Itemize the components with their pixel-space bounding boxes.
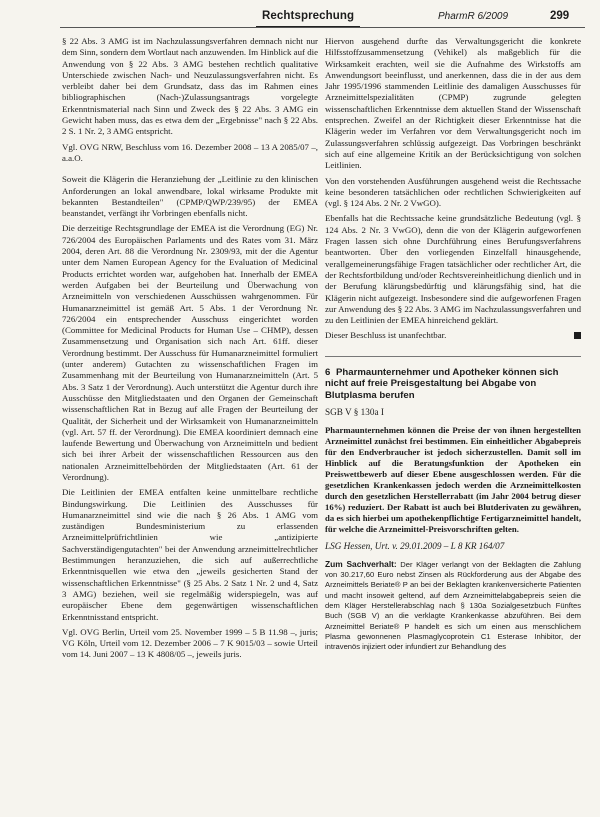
section-label: Rechtsprechung [262, 10, 355, 22]
paragraph: § 22 Abs. 3 AMG ist im Nachzulassungsverfahren demnach nicht nur dem Sinn, sondern dem Wortlaut nach anzuwenden. Im Hinblick auf die Anwendung von § 22 Abs. 3 AMG bestehen rechtlich qualitative Unterschiede zwischen Nach- und Neuzulassungsverfahren nicht. Es verbleibt daher bei dem Grundsatz, dass das im Rahmen eines bibliographischen (Nach-)Zulassungsantrags vorgelegte Erkenntnismaterial nach Sinn und Zweck des § 22 Abs. 3 AMG ein Gewicht haben muss, das es etwa dem der „Ergebnisse" nach § 22 Abs. 2 S. 1 Nr. 2, 3 AMG entspricht. [62, 36, 318, 137]
section-title: Pharmaunternehmer und Apotheker können sich nicht auf freie Preisgestaltung bei Abgabe von Blutplasma berufen [325, 366, 559, 401]
paragraph: Die derzeitige Rechtsgrundlage der EMEA ist die Verordnung (EG) Nr. 726/2004 des Europäischen Parlaments und des Rates vom 31. März 2004, deren Art. 88 die Verordnung Nr. 2309/93, mit der die Agentur unter dem Namen European Agency for the Evaluation of Medicinal Products errichtet worden war, aufgehoben hat. Innerhalb der EMEA werden Aufgaben bei der Beurteilung und Überwachung von Arzneimitteln von verschiedenen Ausschüssen wahrgenommen. Für Humanarzneimittel ist gemäß Art. 5 Abs. 1 der Verordnung Nr. 726/2004 ein entsprechender Ausschuss eingerichtet worden (Committee for Medicinal Products for Human Use – CHMP), dessen Zusammensetzung und Organisation sich nach Art. 61ff. dieser Verordnung bestimmt. Der Ausschuss für Humanarzneimittel formuliert (unter anderem) Gutachten zu wissenschaftlichen Fragen im Zusammenhang mit der Beurteilung von Humanarzneimitteln (Art. 5 Abs. 3 Satz 1 der Verordnung). Auch unterstützt die Agentur durch ihre Ausschüsse den Mitgliedstaaten und den Organen der Gemeinschaft wissenschaftlichen Rat in Bezug auf alle Fragen der Beurteilung der Qualität, der Sicherheit und der Wirksamkeit von Humanarzneimitteln (vgl. Art. 57 ff. der Verordnung). Die EMEA koordiniert demnach eine laufende Bewertung und Überwachung von Arzneimitteln und bedient sich bei ihrer Arbeit der wissenschaftlichen Ressourcen aus den nationalen Arzneimittelbehörden der Mitgliedstaaten (Art. 61 der Verordnung). [62, 223, 318, 482]
section-heading [325, 367, 581, 402]
paragraph: Hiervon ausgehend durfte das Verwaltungsgericht die konkrete Hilfsstoffzusammensetzung (Vehikel) als maßgeblich für die Wirksamkeit erachten, weil sie die Aufnahme des Wirkstoffs am Anwendungsort beeinflusst, und anerkennen, dass die in der aus dem Jahr 1995/1996 stammenden Leitlinie des damaligen Ausschusses für Arzneimittelspezialitäten (CPMP) zugrunde gelegten wissenschaftlichen Erkenntnisse dem aktuellen Stand der Wissenschaft entsprechen. Zweifel an der Richtigkeit dieser Erkenntnisse hat die Klägerin weder im Verfahren vor dem Verwaltungsgericht noch im Zulassungsverfahren schlüssig aufgezeigt. Das Vorbringen beschränkt sich auf eine allgemeine Kritik an der Berücksichtigung von solchen Leitlinien. [325, 36, 581, 171]
page-header [60, 10, 580, 32]
citation: Vgl. OVG NRW, Beschluss vom 16. Dezember 2008 – 13 A 2085/07 –, a.a.O. [62, 141, 318, 163]
statute-reference: SGB V § 130a I [325, 407, 384, 418]
facts-paragraph [325, 559, 581, 653]
closing-text: Dieser Beschluss ist unanfechtbar. [325, 330, 447, 341]
page-number: 299 [550, 10, 570, 22]
facts-heading: Zum Sachverhalt: [325, 558, 397, 569]
closing-paragraph [325, 330, 581, 341]
section-divider [325, 356, 581, 357]
facts-text: Der Kläger verlangt von der Beklagten die Zahlung von 30.217,60 Euro nebst Zinsen als Rückforderung aus der Abgabe des Arzneimittels Beriate® P an bei der Beklagten krankenversicherte Patienten und macht insoweit geltend, auf dem Arzneimittelabgabepreis seien die dem Kläger Herstellerabschlag nach § 130a Sozialgesetzbuch Fünftes Buch (SGB V) an die verklagte Krankenkasse abzuführen. Bei dem Arzneimittel Beriate® P handelt es sich um einen aus menschlichem Plasma gewonnenen Plasmaglycoprotein C1 Esterase Inhibitor, der intravenös injiziert oder infundiert zur Behandlung des [325, 559, 581, 652]
paragraph: Die Leitlinien der EMEA entfalten keine unmittelbare rechtliche Bindungswirkung. Die Leitlinien des Ausschusses für Humanarzneimittel sind wie die nach § 26 Abs. 1 AMG vom zuständigen Bundesministerium zu erlassenden Arzneimittelprüfrichtlinien wie „antizipierte Sachverständigengutachten" bei der Anwendung arzneimittelrechtlicher Bestimmungen heranzuziehen, die sich auf außerrechtliche Erkenntnisquellen wie etwa den „jeweils gesicherten Stand der wissenschaftlichen Erkenntnisse" (§ 25 Abs. 2 Satz 1 Nr. 2 und 4, Satz 3 AMG) beziehen, weil sie regelmäßig widerspiegeln, was auf europäischer Ebene dem gegenwärtigen wissenschaftlichen Erkenntnisstand entspricht. [62, 487, 318, 622]
left-column [62, 36, 318, 665]
paragraph: Ebenfalls hat die Rechtssache keine grundsätzliche Bedeutung (vgl. § 124 Abs. 2 Nr. 3 VwGO), denn die von der Klägerin aufgeworfenen Fragen lassen sich ohne Durchführung eines Berufungsverfahrens beantworten. Über den vorliegenden Einzelfall hinausgehende, verallgemeinerungsfähige Fragen tatsächlicher oder rechtlicher Art, die der Rechtsfortbildung und/oder Rechtsvereinheitlichung dienlich und in der Berufung klärungsbedürftig und klärungsfähig sind, hat die Klägerin nicht aufgezeigt. Insbesondere sind die aufgeworfenen Fragen zur Anwendung des § 22 Abs. 3 AMG im Nachzulassungsverfahren und zu den Leitlinien der EMEA hinreichend geklärt. [325, 213, 581, 326]
court-citation: LSG Hessen, Urt. v. 29.01.2009 – L 8 KR 164/07 [325, 541, 505, 552]
end-of-article-mark [574, 332, 581, 339]
journal-name: PharmR 6/2009 [438, 11, 509, 22]
headnote: Pharmaunternehmen können die Preise der von ihnen hergestellten Arzneimittel zunächst frei bestimmen. Ein einheitlicher Abgabepreis für den Endverbraucher ist jedoch sicherzustellen. Damit soll im Hinblick auf die Beratungsfunktion der Apotheken ein Preiswettbewerb auf dieser Ebene ausgeschlossen werden. Für die gesetzlichen Krankenkassen jedoch werden die Arzneimittelkosten durch den gesetzlichen Herstellerrabatt (im Jahr 2004 betrug dieser 16%) reduziert. Der Rabatt ist auch bei Blutderivaten zu gewähren, da es sich hierbei um apothekenpflichtige Fertigarzneimittel handelt, für welche die Arzneimittel-Preisvorschriften gelten. [325, 424, 581, 535]
citation: Vgl. OVG Berlin, Urteil vom 25. November 1999 – 5 B 11.98 –, juris; VG Köln, Urteil vom 12. Dezember 2006 – 7 K 9015/03 – sowie Urteil vom 14. Juni 2007 – 13 K 4808/05 –, jeweils juris. [62, 626, 318, 660]
paragraph: Von den vorstehenden Ausführungen ausgehend weist die Rechtssache keine besonderen tatsächlichen oder rechtlichen Schwierigkeiten auf (vgl. § 124 Abs. 2 Nr. 2 VwGO). [325, 175, 581, 209]
section-number: 6 [325, 366, 331, 378]
header-divider [60, 27, 585, 28]
right-column [325, 36, 581, 656]
paragraph: Soweit die Klägerin die Heranziehung der „Leitlinie zu den klinischen Anforderungen an lokal anwendbare, lokal wirksame Produkte mit bekannten Bestandteilen" (CPMP/QWP/239/95) der EMEA beanstandet, verfängt ihr Vorbringen ebenfalls nicht. [62, 174, 318, 219]
